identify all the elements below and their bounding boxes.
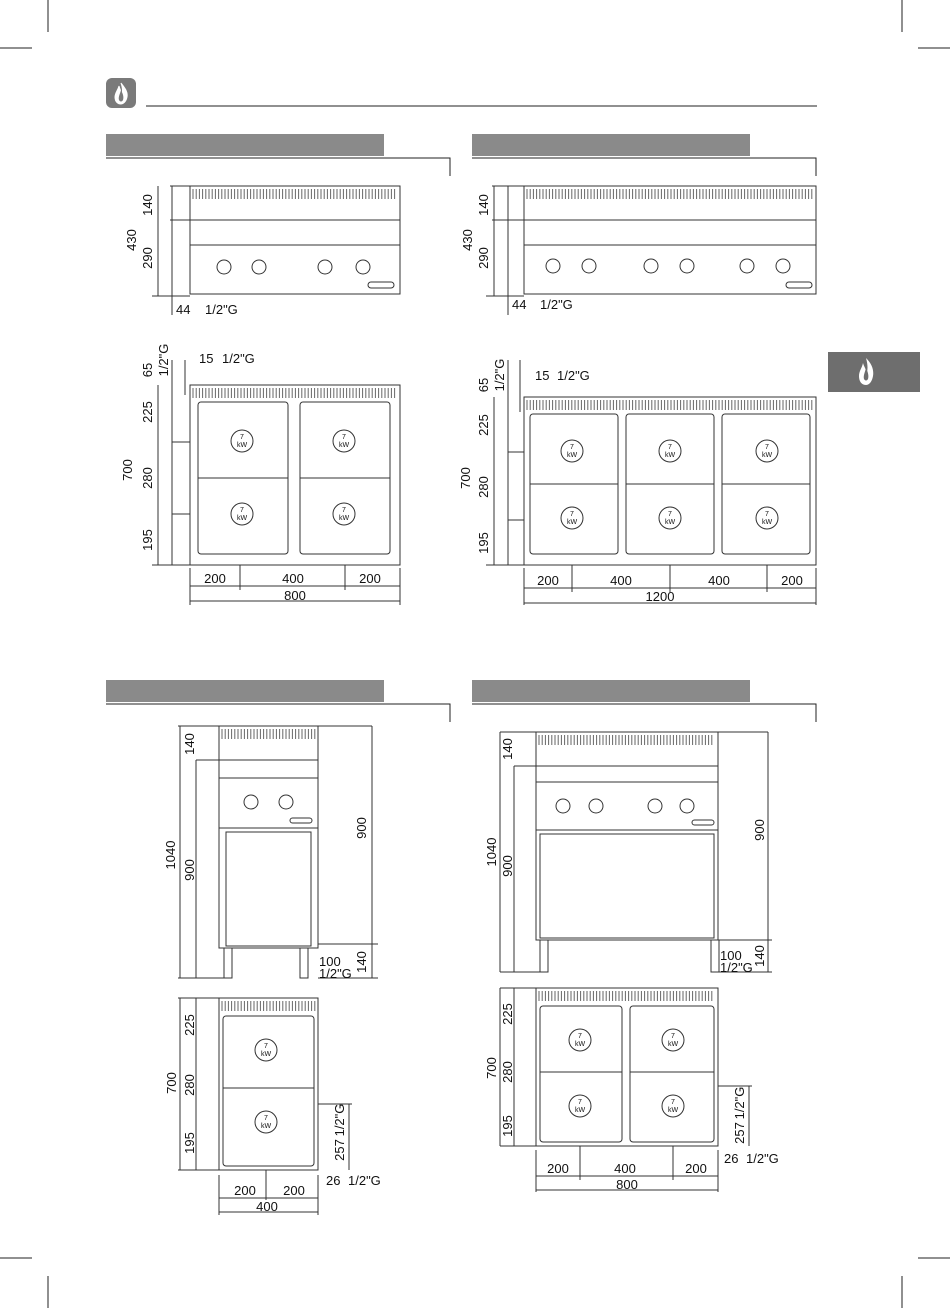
grille-vents: [222, 1001, 315, 1011]
dim-depth-c: 195: [476, 532, 491, 554]
dim-width-a: 200: [204, 571, 226, 586]
svg-text:7: 7: [342, 507, 346, 514]
svg-text:7: 7: [668, 444, 672, 451]
svg-text:kW: kW: [574, 1107, 586, 1114]
gas-top-offset: 15: [535, 368, 550, 383]
dim-depth-b: 280: [182, 1074, 197, 1096]
dim-total-height: 430: [124, 229, 139, 251]
dim-depth-a: 225: [182, 1014, 197, 1036]
burner-label-group: [567, 444, 773, 526]
front-view-800: [152, 186, 400, 315]
dim-width-c: 200: [359, 571, 381, 586]
dim-bottom-height: 140: [752, 945, 767, 967]
gas-side-connection: 1/2"G: [332, 1103, 347, 1137]
svg-text:7: 7: [765, 511, 769, 518]
dim-width-b: 400: [610, 573, 632, 588]
front-view-1200: [486, 186, 816, 315]
dim-base-height: 900: [500, 855, 515, 877]
dim-depth-a: 225: [140, 401, 155, 423]
svg-text:7: 7: [342, 434, 346, 441]
gas-top-connection: 1/2"G: [222, 351, 255, 366]
gas-top-offset: 15: [199, 351, 214, 366]
svg-text:kW: kW: [260, 1123, 272, 1130]
dim-depth-c: 195: [500, 1115, 515, 1137]
gas-bottom-connection: 1/2"G: [746, 1151, 779, 1166]
grille-vents: [527, 400, 812, 410]
grille-vents: [193, 189, 395, 199]
grille-vents: [539, 735, 712, 745]
svg-text:7: 7: [765, 444, 769, 451]
dim-width-total: 400: [256, 1199, 278, 1214]
dim-depth-a: 225: [476, 414, 491, 436]
dim-width-total: 800: [616, 1177, 638, 1192]
dim-depth-a: 225: [500, 1003, 515, 1025]
dim-bottom-height: 140: [354, 951, 369, 973]
dim-top-height: 140: [140, 194, 155, 216]
dim-depth-c: 195: [140, 529, 155, 551]
dim-top-height: 140: [500, 738, 515, 760]
svg-text:7: 7: [668, 511, 672, 518]
dim-mid-height: 290: [140, 247, 155, 269]
gas-inlet-height: 44: [176, 302, 191, 317]
dim-right-height: 900: [752, 819, 767, 841]
dim-depth-b: 280: [140, 467, 155, 489]
gas-top-connection: 1/2"G: [557, 368, 590, 383]
svg-text:kW: kW: [236, 515, 248, 522]
top-view-1200: [486, 360, 816, 605]
dim-total-height: 430: [460, 229, 475, 251]
grille-vents: [539, 991, 712, 1001]
front-view-800-cabinet: [500, 732, 772, 972]
grille-vents: [527, 189, 812, 199]
svg-text:7: 7: [570, 444, 574, 451]
gas-side-connection: 1/2"G: [732, 1086, 747, 1120]
gas-inlet-connection: 1/2"G: [720, 960, 753, 975]
gas-side-offset: 257: [332, 1139, 347, 1161]
svg-text:kW: kW: [761, 519, 773, 526]
svg-text:7: 7: [264, 1115, 268, 1122]
gas-bottom-connection: 1/2"G: [348, 1173, 381, 1188]
gas-side-connection: 1/2"G: [156, 343, 171, 377]
svg-text:7: 7: [671, 1099, 675, 1106]
svg-text:7: 7: [240, 434, 244, 441]
svg-text:kW: kW: [566, 519, 578, 526]
svg-text:kW: kW: [338, 515, 350, 522]
dim-base-height: 900: [182, 859, 197, 881]
svg-text:kW: kW: [664, 452, 676, 459]
svg-text:kW: kW: [761, 452, 773, 459]
dim-depth: 700: [164, 1072, 179, 1094]
dim-depth: 700: [458, 467, 473, 489]
svg-text:7: 7: [578, 1099, 582, 1106]
burner-label-group: [261, 1043, 272, 1130]
dim-top-height: 140: [476, 194, 491, 216]
dim-total-height: 1040: [163, 840, 178, 870]
gas-inlet-connection: 1/2"G: [205, 302, 238, 317]
svg-text:kW: kW: [236, 442, 248, 449]
dim-depth: 700: [120, 459, 135, 481]
dim-depth: 700: [484, 1057, 499, 1079]
dim-width-b: 400: [282, 571, 304, 586]
front-view-400-cabinet: [178, 726, 378, 978]
gas-inlet-height: 100: [319, 954, 341, 969]
gas-side-offset: 65: [140, 362, 155, 378]
gas-side-offset: 65: [476, 377, 491, 393]
svg-text:7: 7: [240, 507, 244, 514]
svg-text:kW: kW: [260, 1051, 272, 1058]
dim-width-total: 1200: [645, 589, 675, 604]
dim-width-d: 200: [781, 573, 803, 588]
gas-inlet-height: 44: [512, 297, 527, 312]
dim-width-total: 800: [284, 588, 306, 603]
dim-width-a: 200: [537, 573, 559, 588]
svg-text:kW: kW: [338, 442, 350, 449]
dim-depth-b: 280: [476, 476, 491, 498]
svg-text:kW: kW: [574, 1041, 586, 1048]
dim-width-c: 400: [708, 573, 730, 588]
svg-text:kW: kW: [667, 1107, 679, 1114]
gas-bottom-offset: 26: [724, 1151, 739, 1166]
gas-inlet-connection: 1/2"G: [540, 297, 573, 312]
dim-width-b: 400: [614, 1161, 636, 1176]
dim-width-b: 200: [283, 1183, 305, 1198]
gas-bottom-offset: 26: [326, 1173, 341, 1188]
dim-width-c: 200: [685, 1161, 707, 1176]
gas-side-offset: 257: [732, 1122, 747, 1144]
gas-side-connection: 1/2"G: [492, 358, 507, 392]
gas-inlet-connection: 1/2"G: [319, 966, 352, 981]
svg-text:7: 7: [264, 1043, 268, 1050]
svg-text:kW: kW: [664, 519, 676, 526]
gas-inlet-height: 100: [720, 948, 742, 963]
svg-text:7: 7: [671, 1033, 675, 1040]
dim-mid-height: 290: [476, 247, 491, 269]
svg-text:kW: kW: [566, 452, 578, 459]
dim-depth-c: 195: [182, 1132, 197, 1154]
svg-text:7: 7: [578, 1033, 582, 1040]
grille-vents: [193, 388, 395, 398]
svg-text:kW: kW: [667, 1041, 679, 1048]
grille-vents: [222, 729, 315, 739]
dim-width-a: 200: [547, 1161, 569, 1176]
dim-top-height: 140: [182, 733, 197, 755]
dim-width-a: 200: [234, 1183, 256, 1198]
svg-text:7: 7: [570, 511, 574, 518]
dim-right-height: 900: [354, 817, 369, 839]
dim-total-height: 1040: [484, 837, 499, 867]
dim-depth-b: 280: [500, 1061, 515, 1083]
